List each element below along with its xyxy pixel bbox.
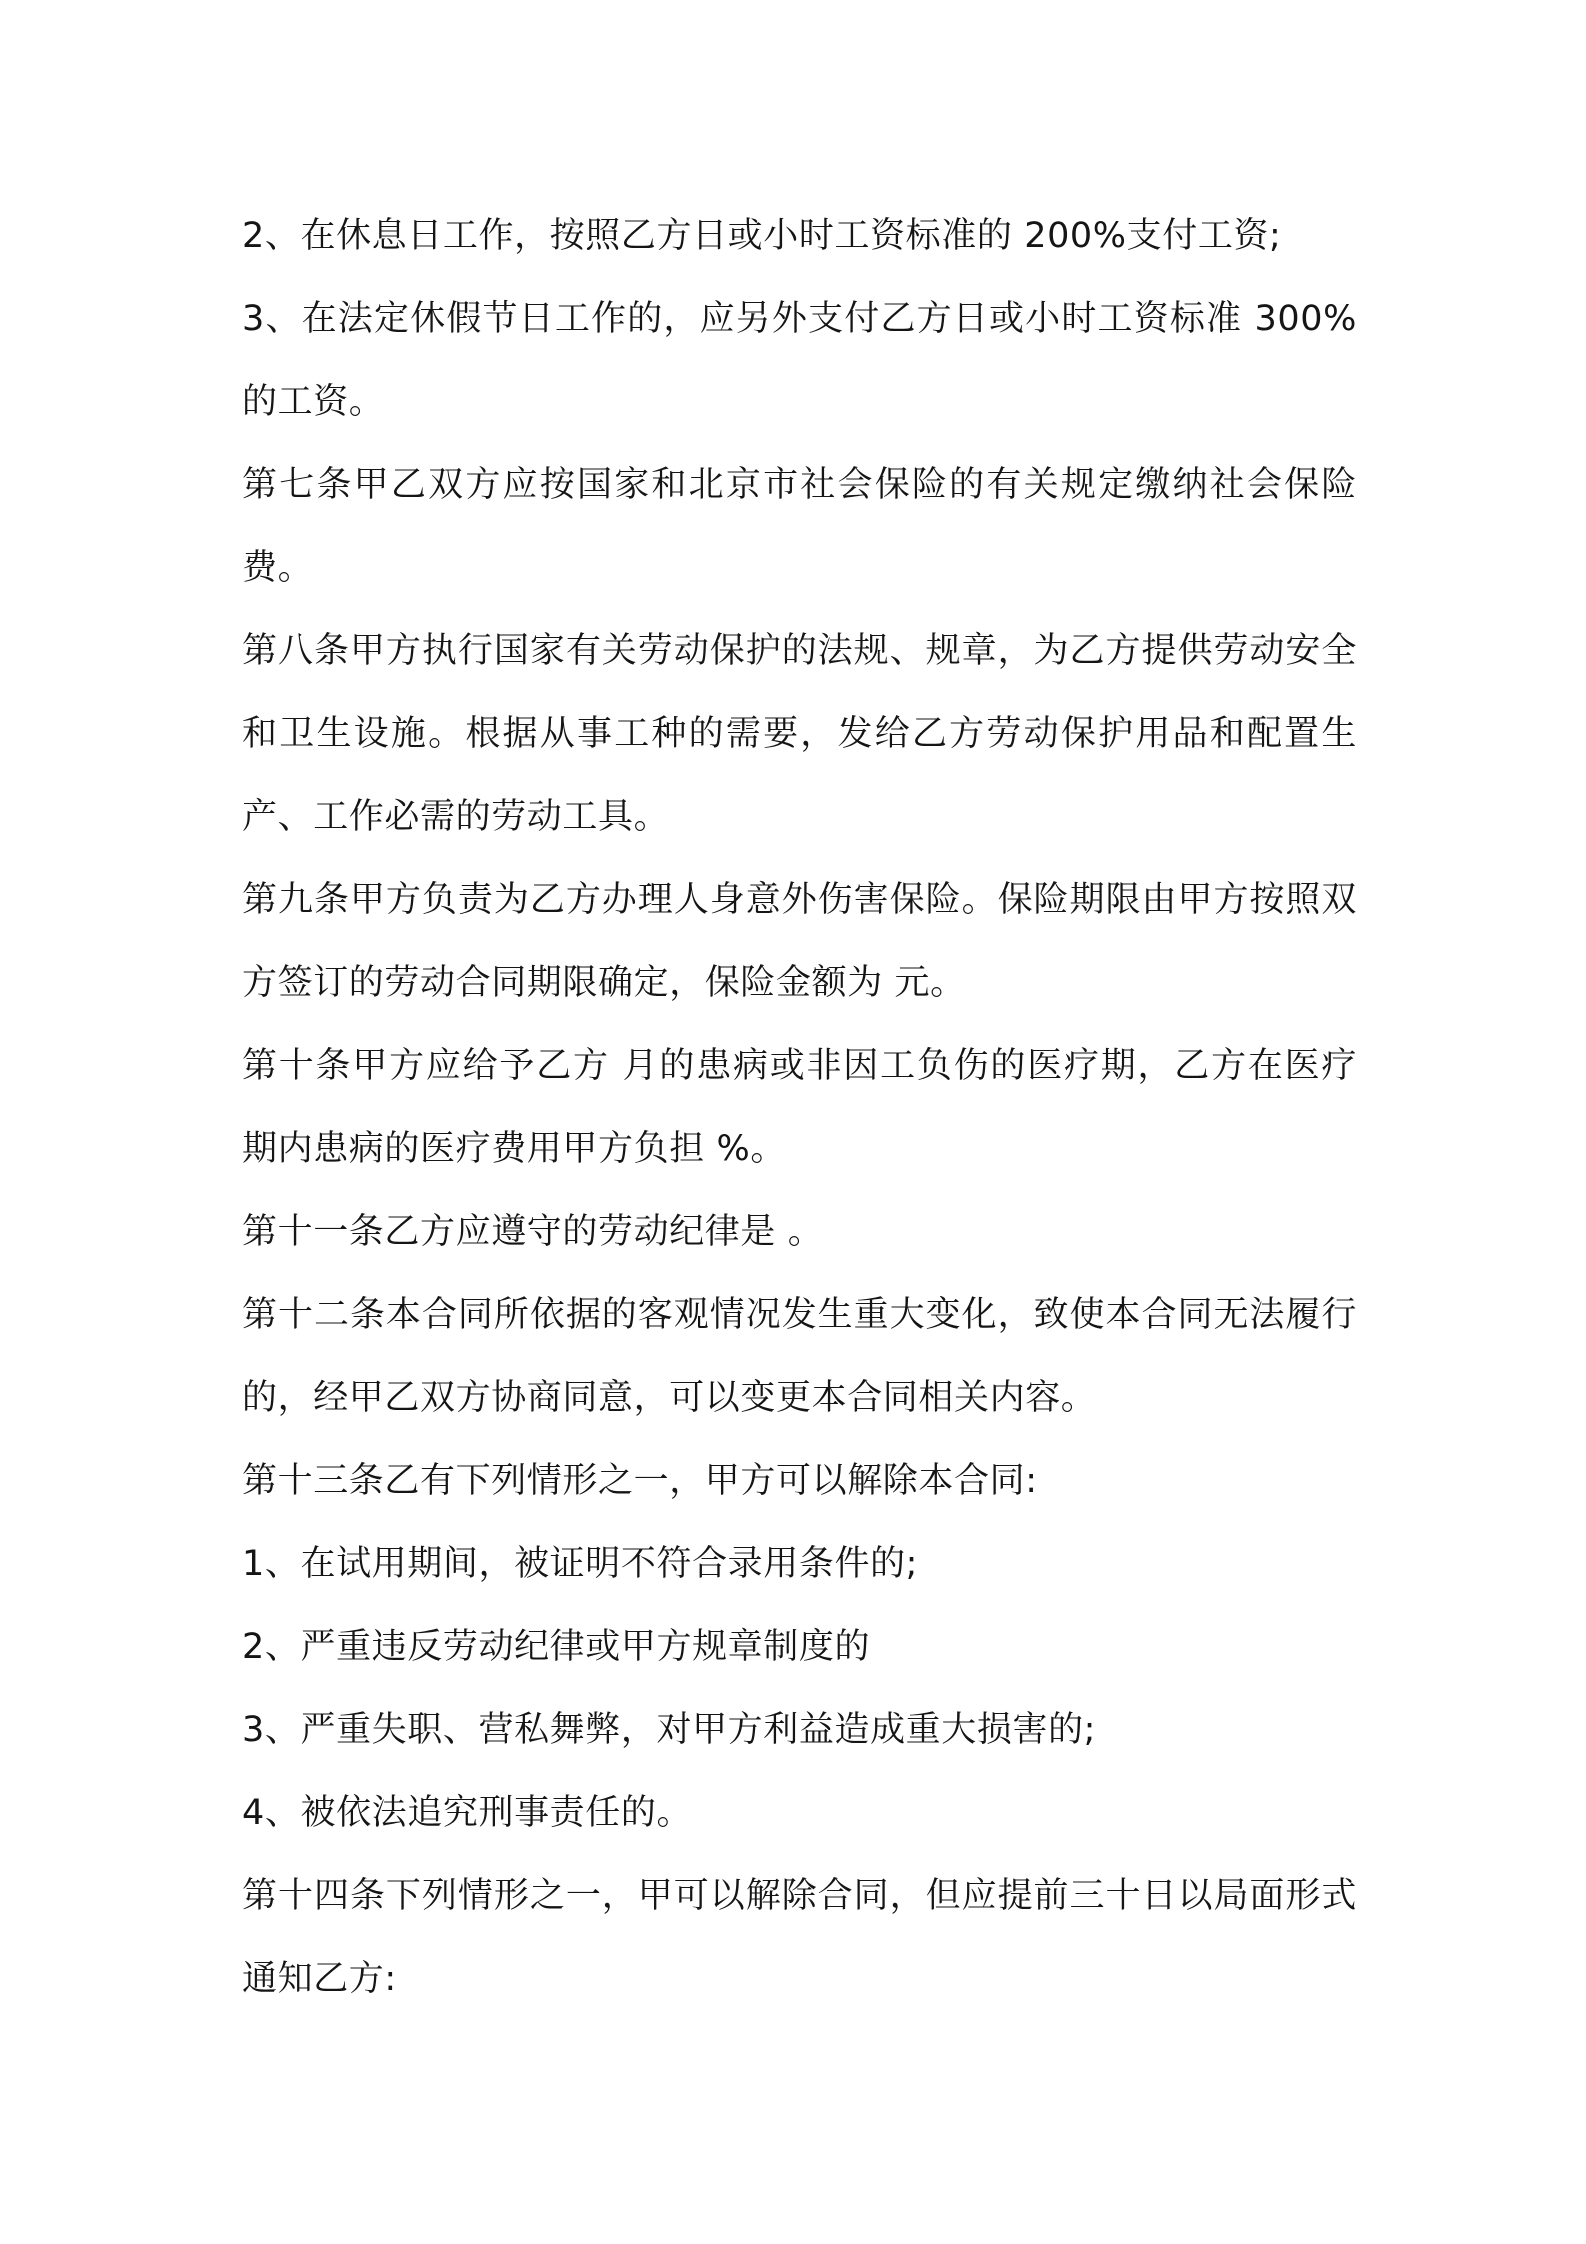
list-item: 1、在试用期间，被证明不符合录用条件的; [242, 1544, 919, 1584]
clause-paragraph: 第十条甲方应给予乙方 月的患病或非因工负伤的医疗期，乙方在医疗期内患病的医疗费用甲方负担 %。 [242, 1046, 1357, 1169]
clause-paragraph: 第十四条下列情形之一，甲可以解除合同，但应提前三十日以局面形式通知乙方: [242, 1876, 1357, 1999]
list-item: 3、严重失职、营私舞弊，对甲方利益造成重大损害的; [242, 1710, 1097, 1750]
clause-paragraph: 第七条甲乙双方应按国家和北京市社会保险的有关规定缴纳社会保险费。 [242, 465, 1357, 588]
clause-paragraph: 2、在休息日工作，按照乙方日或小时工资标准的 200%支付工资; [242, 216, 1282, 256]
clause-paragraph: 第十二条本合同所依据的客观情况发生重大变化，致使本合同无法履行的，经甲乙双方协商同意，可以变更本合同相关内容。 [242, 1295, 1357, 1418]
clause-paragraph: 第十三条乙有下列情形之一，甲方可以解除本合同: [242, 1461, 1038, 1501]
clause-paragraph: 第十一条乙方应遵守的劳动纪律是 。 [242, 1212, 824, 1252]
clause-paragraph: 第八条甲方执行国家有关劳动保护的法规、规章，为乙方提供劳动安全和卫生设施。根据从事工种的需要，发给乙方劳动保护用品和配置生产、工作必需的劳动工具。 [242, 631, 1357, 837]
clause-paragraph: 3、在法定休假节日工作的，应另外支付乙方日或小时工资标准 300%的工资。 [242, 299, 1357, 422]
clause-paragraph: 第九条甲方负责为乙方办理人身意外伤害保险。保险期限由甲方按照双方签订的劳动合同期限确定，保险金额为 元。 [242, 880, 1357, 1003]
list-item: 2、严重违反劳动纪律或甲方规章制度的 [242, 1627, 871, 1667]
list-item: 4、被依法追究刑事责任的。 [242, 1793, 693, 1833]
document-body [242, 195, 1357, 2021]
